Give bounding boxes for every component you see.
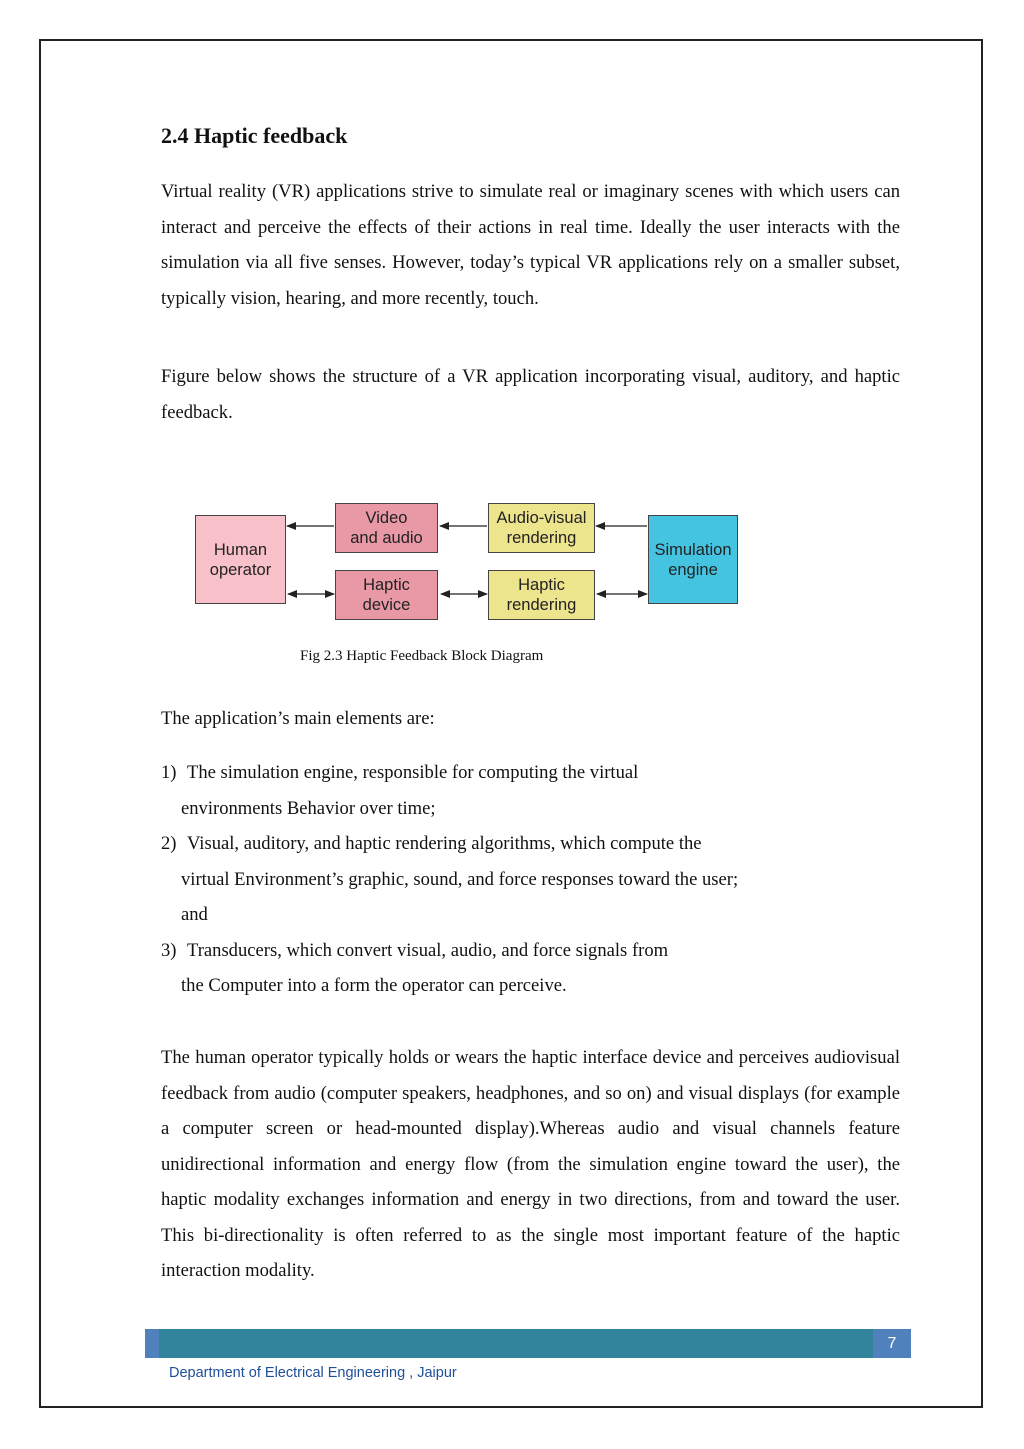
haptic-rendering-box: Haptic rendering <box>488 570 595 620</box>
department-footer: Department of Electrical Engineering , Jaipur <box>169 1365 457 1381</box>
list-item-number: 1) <box>161 762 177 783</box>
list-item-number: 2) <box>161 833 177 854</box>
footer-bar <box>145 1329 873 1358</box>
list-item <box>161 755 861 826</box>
human-operator-box: Human operator <box>195 515 286 604</box>
list-item <box>161 826 861 933</box>
haptic-device-box: Haptic device <box>335 570 438 620</box>
simulation-engine-box: Simulation engine <box>648 515 738 604</box>
list-item-text: The simulation engine, responsible for computing the virtual environments Behavior over time; <box>181 762 639 819</box>
figure-intro-paragraph: Figure below shows the structure of a VR application incorporating visual, auditory, and haptic feedback. <box>161 366 900 423</box>
list-item-number: 3) <box>161 939 177 961</box>
list-item-text: Transducers, which convert visual, audio, and force signals from the Computer into a form the operator can perceive. <box>181 939 669 996</box>
page-number: 7 <box>873 1329 911 1358</box>
video-audio-box: Video and audio <box>335 503 438 553</box>
footer-bar-accent <box>145 1329 159 1358</box>
audio-visual-rendering-box: Audio-visual rendering <box>488 503 595 553</box>
haptic-modality-paragraph: The human operator typically holds or wears the haptic interface device and perceives audiovisual feedback from audio (computer speakers, headphones, and so on) and visual displays (for example a computer screen or head-mounted display).Whereas audio and visual channels feature unidirectional information and energy flow (from the simulation engine toward the user), the haptic modality exchanges information and energy in two directions, from and toward the user. This bi-directionality is often referred to as the single most important feature of the haptic interaction modality. <box>161 1047 900 1281</box>
haptic-block-diagram <box>185 495 755 630</box>
figure-caption: Fig 2.3 Haptic Feedback Block Diagram <box>300 648 544 664</box>
intro-paragraph: Virtual reality (VR) applications strive to simulate real or imaginary scenes with which users can interact and perceive the effects of their actions in real time. Ideally the user interacts with the simulation via all five senses. However, today’s typical VR applications rely on a smaller subset, typically vision, hearing, and more recently, touch. <box>161 181 900 309</box>
elements-list <box>161 755 861 1004</box>
elements-intro: The application’s main elements are: <box>161 708 435 729</box>
list-item-text: Visual, auditory, and haptic rendering algorithms, which compute the virtual Environment’s graphic, sound, and force responses toward the user; and <box>181 833 739 925</box>
section-heading: 2.4 Haptic feedback <box>161 123 348 148</box>
list-item <box>161 933 861 1004</box>
